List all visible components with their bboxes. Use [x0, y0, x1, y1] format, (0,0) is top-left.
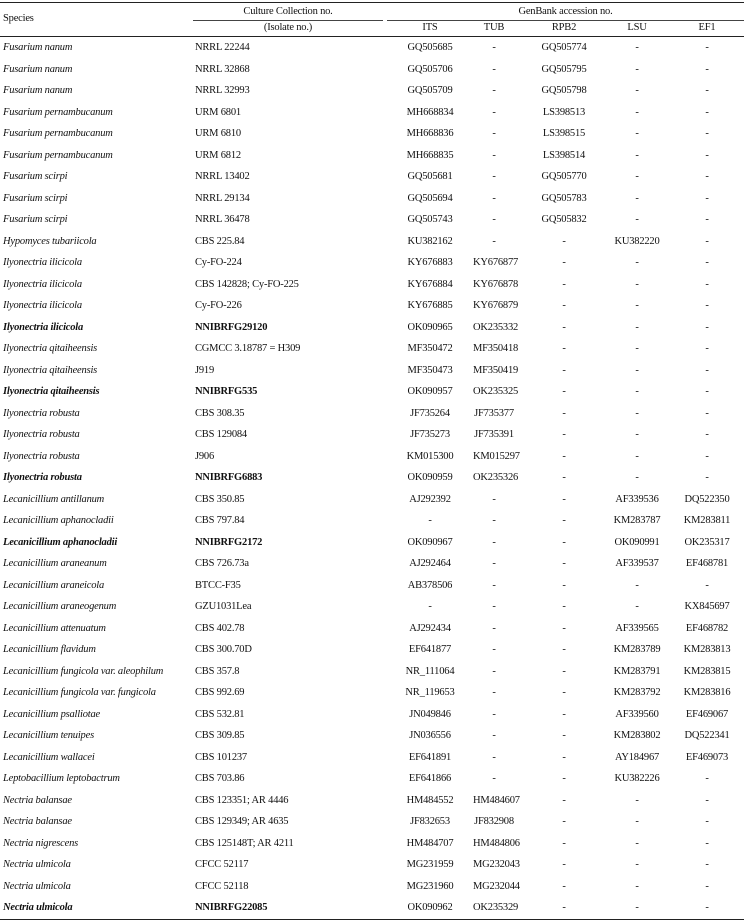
- lsu-cell: KU382226: [614, 773, 660, 784]
- its-cell: OK090965: [407, 321, 453, 333]
- lsu-cell: -: [635, 171, 639, 182]
- rpb2-cell: -: [562, 407, 566, 419]
- species-cell: Lecanicillium fungicola var. aleophilum: [3, 665, 164, 677]
- ef1-cell: EF469067: [685, 708, 729, 720]
- rpb2-cell: -: [562, 450, 566, 462]
- culture-cell: CFCC 52118: [195, 880, 249, 892]
- ef1-cell: -: [705, 106, 709, 118]
- culture-cell: NNIBRFG6883: [195, 472, 263, 483]
- rpb2-cell: -: [562, 880, 566, 892]
- its-cell: JN049846: [409, 708, 451, 720]
- its-cell: KU382162: [407, 235, 453, 247]
- tub-cell: OK235329: [473, 902, 519, 913]
- rpb2-cell: -: [562, 837, 566, 849]
- rpb2-column-header: RPB2: [551, 22, 577, 33]
- rpb2-cell: -: [562, 536, 566, 548]
- isolate-subheader: (Isolate no.): [263, 22, 313, 33]
- tub-cell: -: [492, 665, 496, 677]
- rpb2-cell: GQ505832: [541, 214, 587, 225]
- tub-cell: OK235332: [473, 321, 519, 333]
- rpb2-cell: -: [562, 622, 566, 634]
- culture-cell: NNIBRFG22085: [195, 902, 268, 913]
- lsu-cell: -: [635, 343, 639, 354]
- lsu-cell: KU382220: [614, 235, 660, 247]
- rpb2-cell: -: [562, 278, 566, 290]
- species-cell: Ilyonectria robusta: [3, 472, 82, 483]
- culture-cell: CBS 703.86: [195, 773, 245, 784]
- ef1-cell: -: [705, 837, 709, 849]
- lsu-cell: -: [635, 192, 639, 204]
- rpb2-cell: -: [562, 902, 566, 913]
- rpb2-cell: LS398514: [542, 149, 586, 161]
- culture-collection-header: Culture Collection no.: [243, 6, 333, 17]
- species-cell: Nectria ulmicola: [3, 859, 71, 870]
- tub-cell: -: [492, 730, 496, 741]
- tub-cell: -: [492, 558, 496, 569]
- ef1-cell: -: [705, 192, 709, 204]
- species-cell: Lecanicillium attenuatum: [3, 622, 106, 634]
- its-cell: KM015300: [406, 450, 454, 462]
- species-cell: Lecanicillium fungicola var. fungicola: [3, 687, 156, 698]
- species-cell: Lecanicillium aphanocladii: [3, 515, 114, 526]
- table-bottom-rule: [0, 919, 744, 920]
- lsu-cell: KM283802: [613, 730, 661, 741]
- its-column-header: ITS: [422, 22, 438, 33]
- rpb2-cell: -: [562, 751, 566, 763]
- its-cell: HM484707: [406, 837, 454, 849]
- its-cell: MF350472: [407, 343, 453, 354]
- species-cell: Fusarium nanum: [3, 85, 73, 96]
- tub-cell: -: [492, 214, 496, 225]
- table-top-rule: [0, 2, 744, 3]
- rpb2-cell: -: [562, 386, 566, 397]
- species-cell: Ilyonectria ilicicola: [3, 300, 82, 311]
- rpb2-cell: -: [562, 816, 566, 827]
- culture-cell: NNIBRFG535: [195, 386, 258, 397]
- tub-cell: -: [492, 708, 496, 720]
- ef1-cell: EF468781: [685, 558, 729, 569]
- ef1-cell: -: [705, 257, 709, 268]
- lsu-cell: -: [635, 579, 639, 591]
- lsu-cell: -: [635, 601, 639, 612]
- tub-column-header: TUB: [483, 22, 505, 33]
- lsu-cell: -: [635, 364, 639, 376]
- its-cell: NR_111064: [405, 665, 455, 677]
- header-bottom-rule: [0, 36, 744, 37]
- culture-cell: Cy-FO-224: [195, 257, 242, 268]
- ef1-cell: KM283816: [683, 687, 731, 698]
- ef1-cell: -: [705, 321, 709, 333]
- ef1-cell: DQ522341: [684, 730, 730, 741]
- culture-cell: CBS 357.8: [195, 665, 240, 677]
- its-cell: AJ292464: [409, 558, 451, 569]
- tub-cell: -: [492, 63, 496, 75]
- culture-cell: CBS 125148T; AR 4211: [195, 837, 294, 849]
- tub-cell: HM484607: [473, 794, 520, 806]
- ef1-cell: -: [705, 214, 709, 225]
- lsu-cell: -: [635, 837, 639, 849]
- ef1-cell: -: [705, 816, 709, 827]
- lsu-column-header: LSU: [627, 22, 647, 33]
- rpb2-cell: GQ505770: [541, 171, 587, 182]
- its-cell: OK090967: [407, 536, 453, 548]
- tub-cell: -: [492, 622, 496, 634]
- ef1-cell: -: [705, 128, 709, 139]
- lsu-cell: -: [635, 85, 639, 96]
- its-cell: GQ505694: [407, 192, 453, 204]
- culture-cell: CBS 300.70D: [195, 644, 252, 655]
- species-cell: Lecanicillium araneanum: [3, 558, 107, 569]
- rpb2-cell: -: [562, 300, 566, 311]
- ef1-cell: -: [705, 386, 709, 397]
- lsu-cell: -: [635, 902, 639, 913]
- culture-cell: BTCC-F35: [195, 579, 241, 591]
- tub-cell: OK235326: [473, 472, 519, 483]
- species-cell: Nectria balansae: [3, 794, 72, 806]
- species-cell: Lecanicillium aphanocladii: [3, 536, 118, 548]
- tub-cell: MF350419: [473, 364, 519, 376]
- its-cell: NR_119653: [405, 687, 455, 698]
- lsu-cell: KM283792: [613, 687, 661, 698]
- tub-cell: JF735377: [474, 407, 514, 419]
- its-cell: GQ505685: [407, 42, 453, 53]
- lsu-cell: -: [635, 128, 639, 139]
- tub-cell: KY676878: [473, 278, 519, 290]
- species-cell: Ilyonectria ilicicola: [3, 257, 82, 268]
- ef1-cell: OK235317: [684, 536, 730, 548]
- species-cell: Lecanicillium psalliotae: [3, 708, 100, 720]
- lsu-cell: -: [635, 278, 639, 290]
- ef1-cell: -: [705, 235, 709, 247]
- ef1-cell: KM283813: [683, 644, 731, 655]
- ef1-cell: -: [705, 773, 709, 784]
- species-cell: Ilyonectria robusta: [3, 450, 80, 462]
- species-cell: Fusarium scirpi: [3, 192, 68, 204]
- its-cell: AJ292434: [409, 622, 451, 634]
- ef1-cell: -: [705, 450, 709, 462]
- species-cell: Lecanicillium wallacei: [3, 751, 95, 763]
- rpb2-cell: -: [562, 794, 566, 806]
- culture-cell: CBS 129084: [195, 429, 247, 440]
- tub-cell: KY676877: [473, 257, 519, 268]
- tub-cell: -: [492, 536, 496, 548]
- rpb2-cell: -: [562, 493, 566, 505]
- lsu-cell: -: [635, 386, 639, 397]
- its-cell: AJ292392: [409, 493, 451, 505]
- rpb2-cell: -: [562, 429, 566, 440]
- species-cell: Lecanicillium araneicola: [3, 579, 105, 591]
- species-cell: Fusarium nanum: [3, 42, 73, 53]
- ef1-cell: -: [705, 880, 709, 892]
- lsu-cell: -: [635, 106, 639, 118]
- species-cell: Leptobacillium leptobactrum: [3, 773, 120, 784]
- tub-cell: -: [492, 751, 496, 763]
- rpb2-cell: GQ505774: [541, 42, 587, 53]
- lsu-cell: -: [635, 429, 639, 440]
- tub-cell: -: [492, 579, 496, 591]
- lsu-cell: -: [635, 321, 639, 333]
- culture-cell: J919: [195, 364, 215, 376]
- its-cell: EF641866: [408, 773, 452, 784]
- ef1-cell: -: [705, 364, 709, 376]
- culture-cell: CBS 308.35: [195, 407, 245, 419]
- tub-cell: -: [492, 493, 496, 505]
- ef1-cell: -: [705, 579, 709, 591]
- species-cell: Ilyonectria qitaiheensis: [3, 386, 100, 397]
- lsu-cell: OK090991: [614, 536, 660, 548]
- its-cell: MH668834: [406, 106, 454, 118]
- culture-cell: URM 6801: [195, 106, 241, 118]
- rpb2-cell: -: [562, 558, 566, 569]
- rpb2-cell: -: [562, 644, 566, 655]
- rpb2-cell: -: [562, 343, 566, 354]
- tub-cell: JF832908: [474, 816, 514, 827]
- tub-cell: MG232043: [473, 859, 520, 870]
- species-cell: Nectria nigrescens: [3, 837, 79, 849]
- lsu-cell: AF339536: [615, 493, 659, 505]
- its-cell: AB378506: [407, 579, 453, 591]
- species-cell: Nectria balansae: [3, 816, 72, 827]
- species-cell: Lecanicillium antillanum: [3, 493, 105, 505]
- rpb2-cell: -: [562, 601, 566, 612]
- culture-cell: CBS 797.84: [195, 515, 245, 526]
- lsu-cell: -: [635, 257, 639, 268]
- its-cell: JN036556: [409, 730, 451, 741]
- culture-cell: CBS 101237: [195, 751, 247, 763]
- its-cell: JF735273: [410, 429, 450, 440]
- species-cell: Nectria ulmicola: [3, 880, 71, 892]
- species-cell: Lecanicillium flavidum: [3, 644, 96, 655]
- tub-cell: -: [492, 644, 496, 655]
- species-cell: Ilyonectria ilicicola: [3, 321, 84, 333]
- its-cell: GQ505709: [407, 85, 453, 96]
- tub-cell: -: [492, 235, 496, 247]
- culture-cell: CBS 532.81: [195, 708, 245, 720]
- species-cell: Fusarium pernambucanum: [3, 106, 113, 118]
- lsu-cell: KM283787: [613, 515, 661, 526]
- lsu-cell: AY184967: [614, 751, 660, 763]
- culture-cell: CBS 225.84: [195, 235, 245, 247]
- species-cell: Lecanicillium araneogenum: [3, 601, 117, 612]
- lsu-cell: KM283789: [613, 644, 661, 655]
- culture-cell: CFCC 52117: [195, 859, 249, 870]
- species-cell: Lecanicillium tenuipes: [3, 730, 94, 741]
- species-cell: Fusarium pernambucanum: [3, 128, 113, 139]
- tub-cell: -: [492, 171, 496, 182]
- ef1-cell: KM283811: [683, 515, 731, 526]
- its-cell: MF350473: [407, 364, 453, 376]
- culture-cell: CBS 142828; Cy-FO-225: [195, 278, 299, 290]
- rpb2-cell: LS398513: [542, 106, 586, 118]
- ef1-cell: -: [705, 343, 709, 354]
- ef1-cell: -: [705, 149, 709, 161]
- rpb2-cell: -: [562, 708, 566, 720]
- ef1-cell: -: [705, 429, 709, 440]
- rpb2-cell: -: [562, 687, 566, 698]
- ef1-cell: KM283815: [683, 665, 731, 677]
- its-cell: MG231960: [406, 880, 454, 892]
- its-cell: OK090962: [407, 902, 453, 913]
- culture-cell: NNIBRFG29120: [195, 321, 268, 333]
- tub-cell: -: [492, 149, 496, 161]
- tub-cell: -: [492, 515, 496, 526]
- culture-cell: Cy-FO-226: [195, 300, 242, 311]
- rpb2-cell: GQ505798: [541, 85, 587, 96]
- species-column-header: Species: [3, 13, 34, 24]
- tub-cell: -: [492, 85, 496, 96]
- ef1-cell: EF469073: [685, 751, 729, 763]
- its-cell: EF641877: [408, 644, 452, 655]
- ef1-cell: EF468782: [685, 622, 729, 634]
- tub-cell: -: [492, 601, 496, 612]
- genbank-header: GenBank accession no.: [518, 6, 613, 17]
- its-cell: MH668836: [406, 128, 454, 139]
- lsu-cell: KM283791: [613, 665, 661, 677]
- rpb2-cell: GQ505783: [541, 192, 587, 204]
- ef1-cell: -: [705, 794, 709, 806]
- species-cell: Fusarium scirpi: [3, 171, 68, 182]
- ef1-cell: -: [705, 859, 709, 870]
- tub-cell: -: [492, 106, 496, 118]
- culture-cell: CBS 350.85: [195, 493, 245, 505]
- rpb2-cell: -: [562, 730, 566, 741]
- tub-cell: KY676879: [473, 300, 519, 311]
- culture-cell: NRRL 22244: [195, 42, 250, 53]
- species-cell: Ilyonectria qitaiheensis: [3, 343, 98, 354]
- its-cell: JF832653: [410, 816, 450, 827]
- tub-cell: -: [492, 773, 496, 784]
- rpb2-cell: -: [562, 665, 566, 677]
- lsu-cell: -: [635, 859, 639, 870]
- lsu-cell: -: [635, 63, 639, 75]
- lsu-cell: -: [635, 300, 639, 311]
- culture-cell: CBS 402.78: [195, 622, 245, 634]
- its-cell: KY676883: [407, 257, 453, 268]
- culture-cell: NRRL 13402: [195, 171, 250, 182]
- its-cell: OK090959: [407, 472, 453, 483]
- tub-cell: -: [492, 192, 496, 204]
- culture-cell: CBS 309.85: [195, 730, 245, 741]
- tub-cell: -: [492, 42, 496, 53]
- its-cell: GQ505681: [407, 171, 453, 182]
- lsu-cell: -: [635, 816, 639, 827]
- ef1-cell: -: [705, 902, 709, 913]
- ef1-cell: -: [705, 42, 709, 53]
- rpb2-cell: -: [562, 515, 566, 526]
- ef1-cell: -: [705, 85, 709, 96]
- lsu-cell: -: [635, 794, 639, 806]
- ef1-cell: -: [705, 171, 709, 182]
- its-cell: KY676884: [407, 278, 453, 290]
- rpb2-cell: GQ505795: [541, 63, 587, 75]
- species-cell: Ilyonectria robusta: [3, 407, 80, 419]
- culture-cell: NRRL 32993: [195, 85, 250, 96]
- lsu-cell: -: [635, 42, 639, 53]
- its-cell: HM484552: [406, 794, 454, 806]
- its-cell: OK090957: [407, 386, 453, 397]
- ef1-cell: -: [705, 300, 709, 311]
- its-cell: JF735264: [410, 407, 450, 419]
- its-cell: MH668835: [406, 149, 454, 161]
- lsu-cell: -: [635, 472, 639, 483]
- rpb2-cell: -: [562, 859, 566, 870]
- ef1-column-header: EF1: [698, 22, 716, 33]
- species-cell: Hypomyces tubariicola: [3, 235, 97, 247]
- culture-cell: CBS 123351; AR 4446: [195, 794, 289, 806]
- ef1-cell: -: [705, 472, 709, 483]
- rpb2-cell: -: [562, 472, 566, 483]
- lsu-cell: AF339537: [615, 558, 659, 569]
- lsu-cell: -: [635, 880, 639, 892]
- culture-cell: CBS 129349; AR 4635: [195, 816, 289, 827]
- lsu-cell: -: [635, 450, 639, 462]
- species-cell: Fusarium pernambucanum: [3, 149, 113, 161]
- its-cell: GQ505706: [407, 63, 453, 75]
- its-cell: EF641891: [408, 751, 452, 763]
- culture-cell: URM 6810: [195, 128, 241, 139]
- tub-cell: -: [492, 128, 496, 139]
- ef1-cell: -: [705, 407, 709, 419]
- lsu-cell: -: [635, 407, 639, 419]
- ef1-cell: -: [705, 278, 709, 290]
- tub-cell: -: [492, 687, 496, 698]
- tub-cell: JF735391: [474, 429, 514, 440]
- species-cell: Ilyonectria robusta: [3, 429, 80, 440]
- lsu-cell: -: [635, 149, 639, 161]
- lsu-cell: -: [635, 214, 639, 225]
- culture-cell: J906: [195, 450, 215, 462]
- culture-cell: GZU1031Lea: [195, 601, 252, 612]
- tub-cell: HM484806: [473, 837, 520, 849]
- culture-cell: URM 6812: [195, 149, 241, 161]
- its-cell: MG231959: [406, 859, 454, 870]
- tub-cell: MF350418: [473, 343, 519, 354]
- culture-cell: NRRL 29134: [195, 192, 250, 204]
- species-cell: Ilyonectria qitaiheensis: [3, 364, 98, 376]
- rpb2-cell: -: [562, 321, 566, 333]
- lsu-cell: AF339565: [615, 622, 659, 634]
- rpb2-cell: -: [562, 579, 566, 591]
- tub-cell: MG232044: [473, 880, 520, 892]
- culture-cell: CBS 726.73a: [195, 558, 249, 569]
- species-cell: Nectria ulmicola: [3, 902, 73, 913]
- its-cell: -: [428, 601, 432, 612]
- culture-cell: NRRL 32868: [195, 63, 250, 75]
- rpb2-cell: -: [562, 235, 566, 247]
- lsu-cell: AF339560: [615, 708, 659, 720]
- species-cell: Fusarium nanum: [3, 63, 73, 75]
- ef1-cell: KX845697: [684, 601, 730, 612]
- rpb2-cell: -: [562, 773, 566, 784]
- its-cell: GQ505743: [407, 214, 453, 225]
- rpb2-cell: -: [562, 364, 566, 376]
- tub-cell: KM015297: [473, 450, 520, 462]
- tub-cell: OK235325: [473, 386, 519, 397]
- its-cell: -: [428, 515, 432, 526]
- culture-cell: NNIBRFG2172: [195, 536, 263, 548]
- rpb2-cell: LS398515: [542, 128, 586, 139]
- culture-cell: CGMCC 3.18787 = H309: [195, 343, 301, 354]
- its-cell: KY676885: [407, 300, 453, 311]
- culture-cell: CBS 992.69: [195, 687, 245, 698]
- culture-cell: NRRL 36478: [195, 214, 250, 225]
- species-cell: Fusarium scirpi: [3, 214, 68, 225]
- ef1-cell: -: [705, 63, 709, 75]
- rpb2-cell: -: [562, 257, 566, 268]
- ef1-cell: DQ522350: [684, 493, 730, 505]
- species-cell: Ilyonectria ilicicola: [3, 278, 82, 290]
